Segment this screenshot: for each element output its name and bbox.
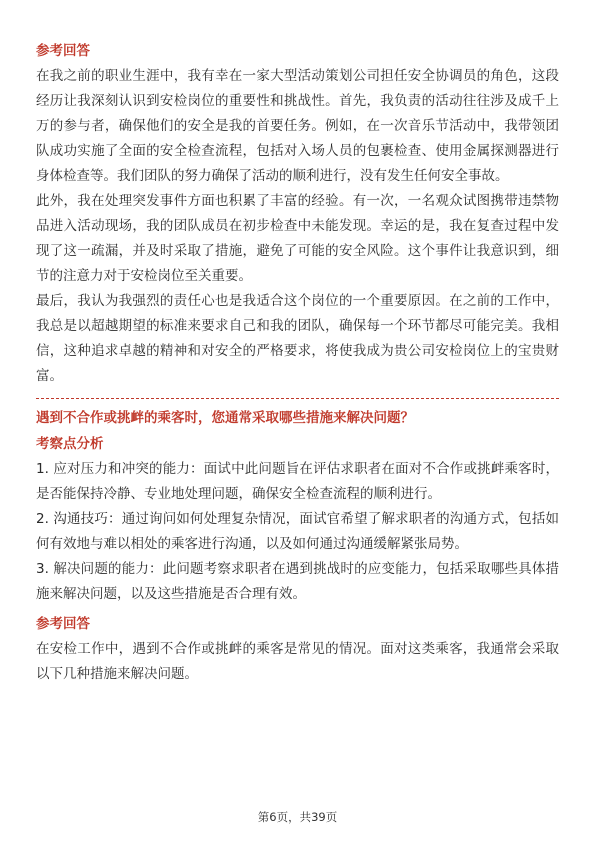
analysis-point: 2. 沟通技巧：通过询问如何处理复杂情况，面试官希望了解求职者的沟通方式，包括如何有效地与难以相处的乘客进行沟通，以及如何通过沟通缓解紧张局势。 [36,511,559,552]
answer-paragraph: 此外，我在处理突发事件方面也积累了丰富的经验。有一次，一名观众试图携带违禁物品进入活动现场，我的团队成员在初步检查中未能发现。幸运的是，我在复查过程中发现了这一疏漏，并及时采取了措施，避免了可能的安全风险。这个事件让我意识到，细节的注意力对于安检岗位至关重要。 [36,193,559,284]
answer-paragraph: 最后，我认为我强烈的责任心也是我适合这个岗位的一个重要原因。在之前的工作中，我总是以超越期望的标准来要求自己和我的团队，确保每一个环节都尽可能完美。我相信，这种追求卓越的精神和对安全的严格要求，将使我成为贵公司安检岗位上的宝贵财富。 [36,293,559,384]
interview-question: 遇到不合作或挑衅的乘客时，您通常采取哪些措施来解决问题？ [36,410,414,426]
answer-paragraph: 在我之前的职业生涯中，我有幸在一家大型活动策划公司担任安全协调员的角色，这段经历让我深刻认识到安检岗位的重要性和挑战性。首先，我负责的活动往往涉及成千上万的参与者，确保他们的安全是我的首要任务。例如，在一次音乐节活动中，我带领团队成功实施了全面的安全检查流程，包括对入场人员的包裹检查、使用金属探测器进行身体检查等。我们团队的努力确保了活动的顺利进行，没有发生任何安全事故。 [36,68,559,184]
page-number: 第6页，共39页 [257,810,338,824]
reference-answer-heading: 参考回答 [36,616,90,632]
document-page [36,40,559,687]
analysis-point: 3. 解决问题的能力：此问题考察求职者在遇到挑战时的应变能力，包括采取哪些具体措施来解决问题，以及这些措施是否合理有效。 [36,561,559,602]
analysis-heading: 考察点分析 [36,436,104,452]
section-divider [36,398,559,399]
analysis-point: 1. 应对压力和冲突的能力：面试中此问题旨在评估求职者在面对不合作或挑衅乘客时，是否能保持冷静、专业地处理问题，确保安全检查流程的顺利进行。 [36,461,559,502]
reference-answer-heading: 参考回答 [36,43,90,59]
answer-paragraph: 在安检工作中，遇到不合作或挑衅的乘客是常见的情况。面对这类乘客，我通常会采取以下几种措施来解决问题。 [36,641,559,682]
